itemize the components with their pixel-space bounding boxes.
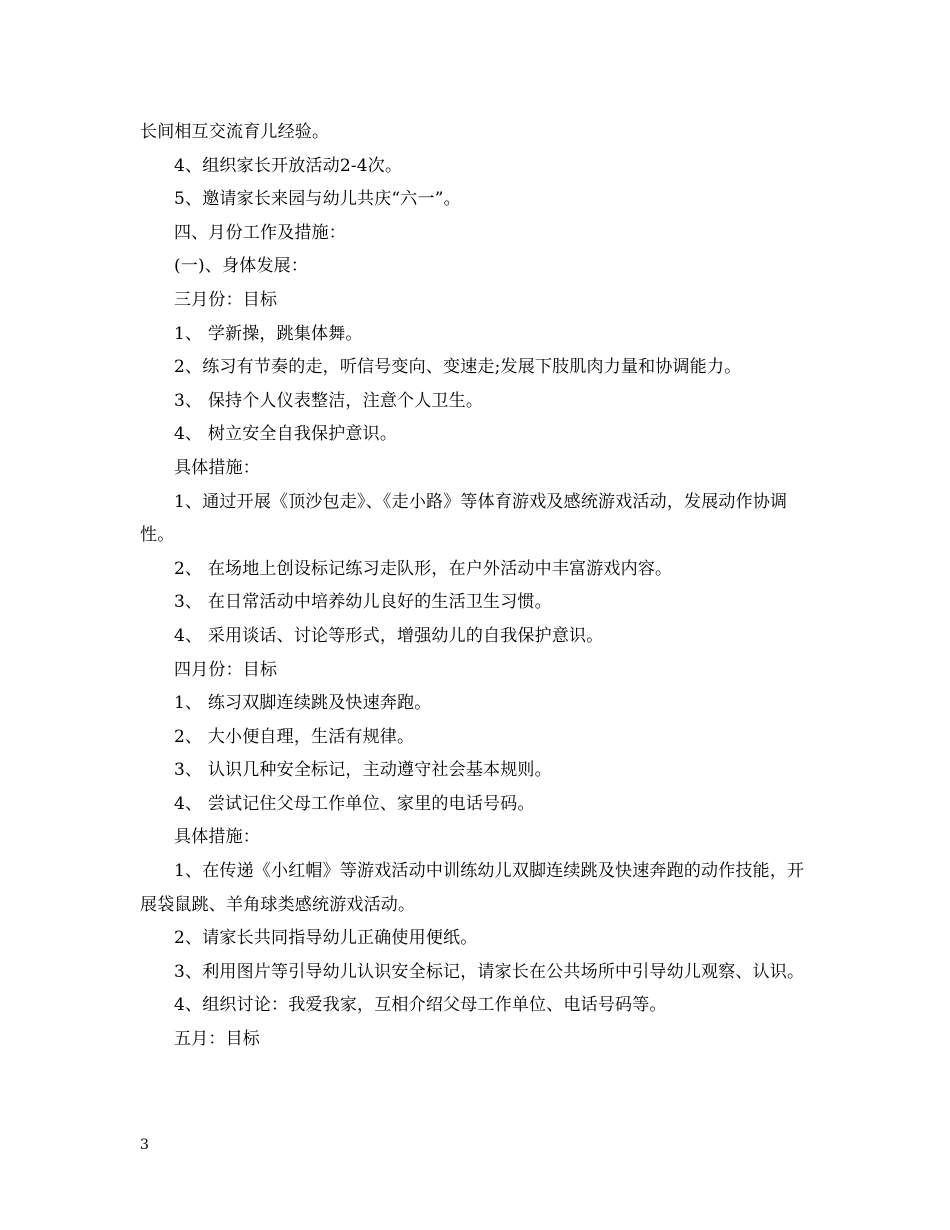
paragraph: 2、 在场地上创设标记练习走队形，在户外活动中丰富游戏内容。 [174, 558, 673, 579]
paragraph: 5、邀请家长来园与幼儿共庆“六一”。 [174, 189, 461, 210]
subsection-heading: (一)、身体发展： [174, 256, 309, 277]
page-number: 3 [140, 1137, 149, 1153]
paragraph: 1、在传递《小红帽》等游戏活动中训练幼儿双脚连续跳及快速奔跑的动作技能，开展袋鼠跳、羊角球类感统游戏活动。 [140, 861, 805, 915]
month-goal-heading: 四月份：目标 [174, 659, 278, 680]
measures-heading: 具体措施： [174, 827, 260, 848]
paragraph: 2、请家长共同指导幼儿正确使用便纸。 [174, 928, 478, 949]
paragraph: 3、 保持个人仪表整洁，注意个人卫生。 [174, 390, 484, 411]
paragraph: 长间相互交流育儿经验。 [140, 122, 330, 142]
paragraph: 4、组织讨论：我爱我家，互相介绍父母工作单位、电话号码等。 [174, 995, 667, 1016]
paragraph: 1、 练习双脚连续跳及快速奔跑。 [174, 693, 432, 714]
measures-heading: 具体措施： [174, 457, 260, 478]
paragraph: 1、 学新操，跳集体舞。 [174, 323, 363, 344]
section-heading: 四、月份工作及措施： [174, 222, 346, 243]
paragraph: 1、通过开展《顶沙包走》、《走小路》等体育游戏及感统游戏活动，发展动作协调性。 [140, 491, 788, 546]
paragraph: 4、 采用谈话、讨论等形式，增强幼儿的自我保护意识。 [174, 625, 604, 646]
paragraph: 2、 大小便自理，生活有规律。 [174, 726, 415, 747]
paragraph: 2、练习有节奏的走，听信号变向、变速走;发展下肢肌肉力量和协调能力。 [174, 357, 742, 378]
paragraph: 4、 尝试记住父母工作单位、家里的电话号码。 [174, 793, 535, 814]
paragraph: 3、 认识几种安全标记，主动遵守社会基本规则。 [174, 760, 552, 781]
paragraph: 3、利用图片等引导幼儿认识安全标记，请家长在公共场所中引导幼儿观察、认识。 [174, 961, 805, 982]
paragraph: 4、 树立安全自我保护意识。 [174, 424, 398, 445]
month-goal-heading: 五月：目标 [174, 1029, 260, 1050]
document-body [140, 116, 812, 1057]
paragraph: 3、 在日常活动中培养幼儿良好的生活卫生习惯。 [174, 592, 552, 613]
month-goal-heading: 三月份：目标 [174, 289, 278, 310]
paragraph: 4、组织家长开放活动2-4次。 [174, 155, 403, 176]
